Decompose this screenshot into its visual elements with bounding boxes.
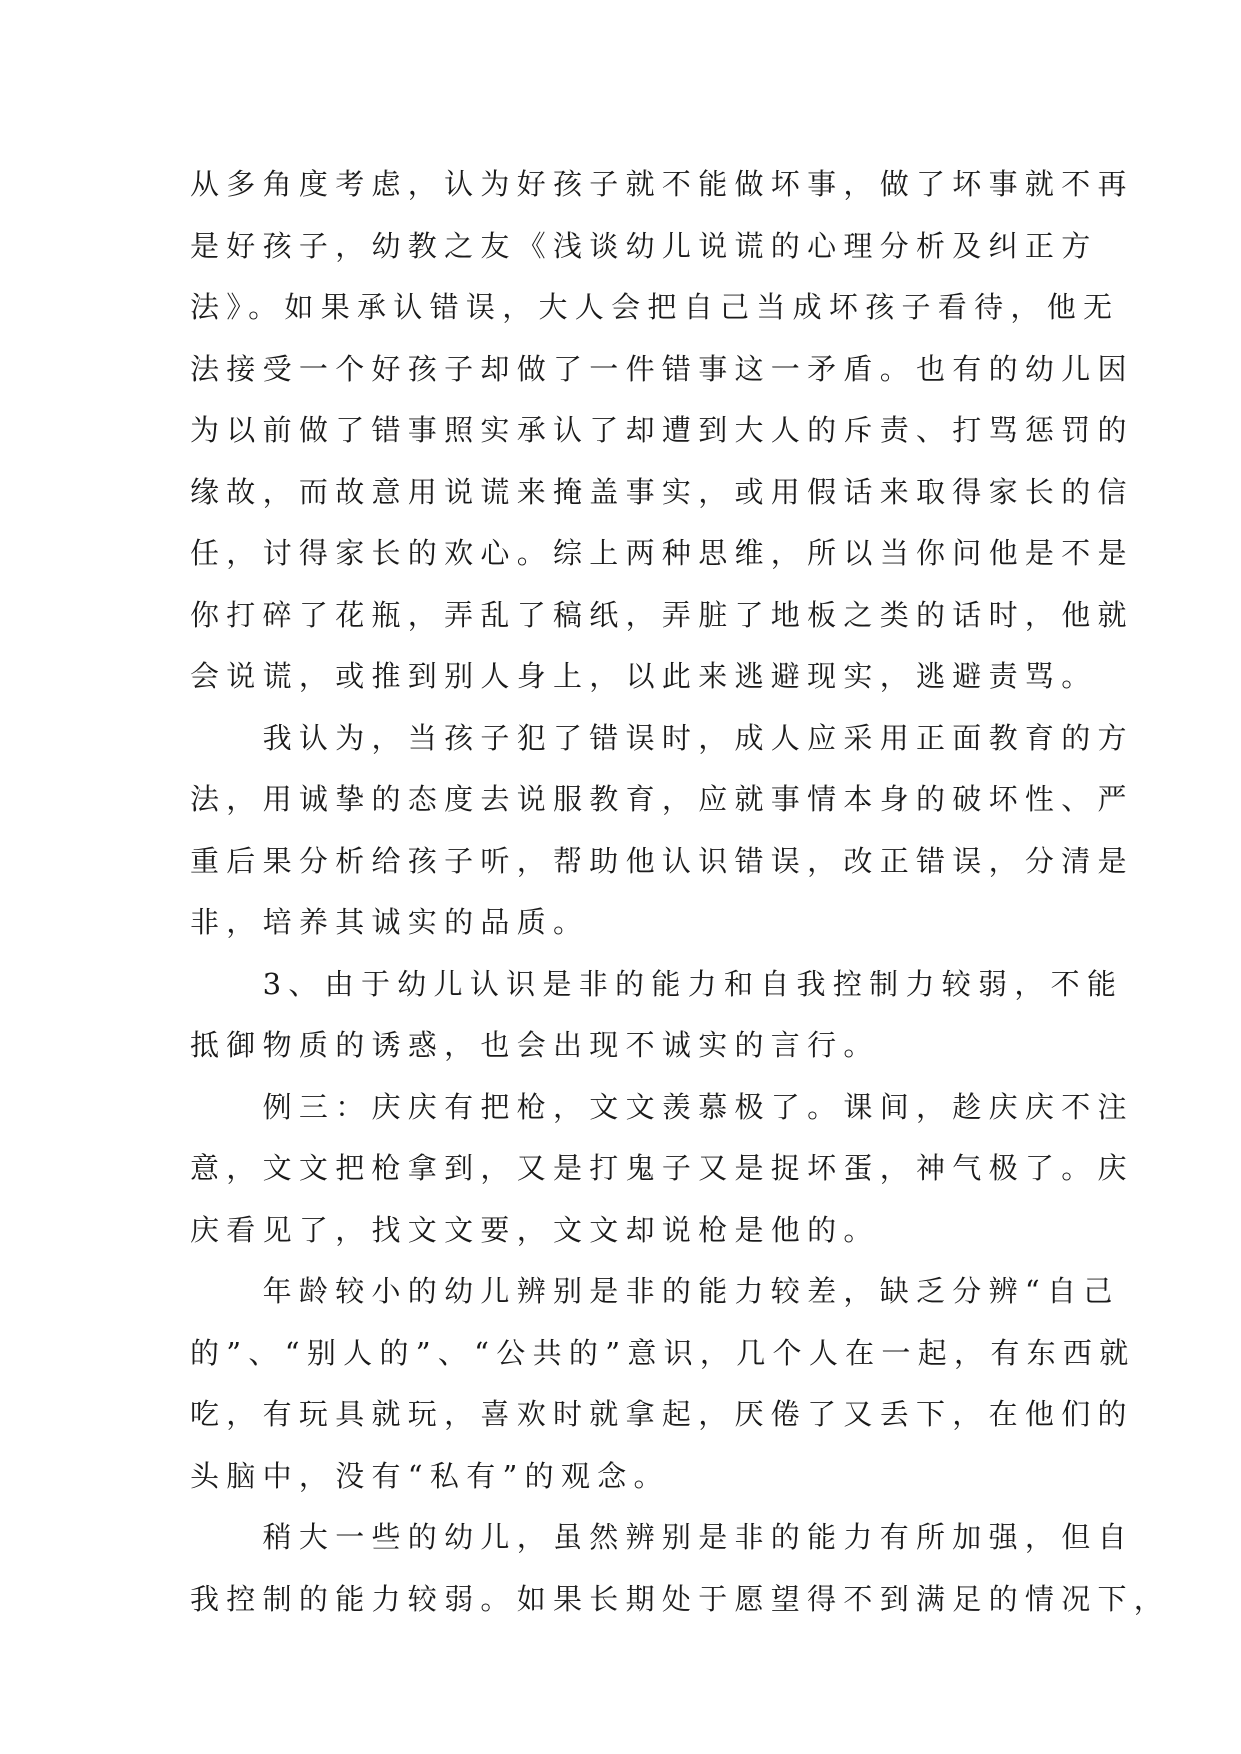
text-line: 重后果分析给孩子听，帮助他认识错误，改正错误，分清是 (190, 843, 1134, 878)
text-line: 法，用诚挚的态度去说服教育，应就事情本身的破坏性、严 (190, 782, 1134, 816)
text-line: 吃，有玩具就玩，喜欢时就拿起，厌倦了又丢下，在他们的 (190, 1397, 1134, 1431)
text-line: 我认为，当孩子犯了错误时，成人应采用正面教育的方 (190, 720, 1134, 755)
text-line: 从多角度考虑，认为好孩子就不能做坏事，做了坏事就不再 (190, 167, 1134, 201)
text-line: 任，讨得家长的欢心。综上两种思维，所以当你问他是不是 (190, 536, 1134, 570)
text-line: 的”、“别人的”、“公共的”意识，几个人在一起，有东西就 (190, 1335, 1136, 1370)
text-line: 会说谎，或推到别人身上，以此来逃避现实，逃避责骂。 (190, 659, 1098, 693)
text-line: 是好孩子，幼教之友《浅谈幼儿说谎的心理分析及纠正方 (190, 228, 1098, 263)
text-line: 头脑中，没有“私有”的观念。 (190, 1458, 670, 1493)
text-line: 抵御物质的诱惑，也会出现不诚实的言行。 (190, 1028, 880, 1062)
text-line: 意，文文把枪拿到，又是打鬼子又是捉坏蛋，神气极了。庆 (190, 1151, 1134, 1185)
text-line: 3、由于幼儿认识是非的能力和自我控制力较弱，不能 (190, 966, 1124, 1001)
text-line: 年龄较小的幼儿辨别是非的能力较差，缺乏分辨“自己 (190, 1274, 1120, 1308)
text-line: 缘故，而故意用说谎来掩盖事实，或用假话来取得家长的信 (190, 474, 1134, 509)
text-line: 稍大一些的幼儿，虽然辨别是非的能力有所加强，但自 (190, 1520, 1134, 1554)
text-line: 法》。如果承认错误，大人会把自己当成坏孩子看待，他无 (190, 290, 1120, 324)
text-line: 为以前做了错事照实承认了却遭到大人的斥责、打骂惩罚的 (190, 413, 1134, 447)
text-line: 我控制的能力较弱。如果长期处于愿望得不到满足的情况下， (190, 1581, 1171, 1616)
body-text (190, 154, 1171, 1630)
text-line: 庆看见了，找文文要，文文却说枪是他的。 (190, 1212, 880, 1247)
text-line: 你打碎了花瓶，弄乱了稿纸，弄脏了地板之类的话时，他就 (190, 597, 1134, 632)
text-line: 非，培养其诚实的品质。 (190, 905, 590, 939)
text-line: 法接受一个好孩子却做了一件错事这一矛盾。也有的幼儿因 (190, 351, 1134, 386)
text-line: 例三：庆庆有把枪，文文羡慕极了。课间，趁庆庆不注 (190, 1089, 1134, 1124)
